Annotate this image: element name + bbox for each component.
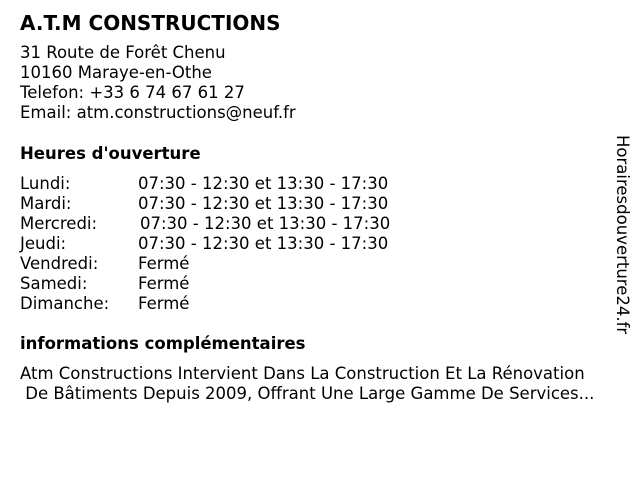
address-street: 31 Route de Forêt Chenu <box>20 43 226 62</box>
address-block <box>20 43 296 123</box>
additional-info-title: informations complémentaires <box>20 334 306 353</box>
description-line: Atm Constructions Intervient Dans La Construction Et La Rénovation <box>20 364 585 383</box>
address-city: 10160 Maraye-en-Othe <box>20 63 212 82</box>
hours-day: Jeudi: <box>20 234 67 253</box>
hours-day: Lundi: <box>20 174 71 193</box>
hours-time: Fermé <box>138 274 190 293</box>
hours-time: Fermé <box>138 294 190 313</box>
hours-time: Fermé <box>138 254 190 273</box>
hours-day: Vendredi: <box>20 254 99 273</box>
hours-day: Mercredi: <box>20 214 98 233</box>
hours-time: 07:30 - 12:30 et 13:30 - 17:30 <box>140 214 391 233</box>
company-name: A.T.M CONSTRUCTIONS <box>20 11 281 35</box>
hours-day: Dimanche: <box>20 294 110 313</box>
site-watermark: Horairesdouverture24.fr <box>613 135 632 335</box>
hours-time: 07:30 - 12:30 et 13:30 - 17:30 <box>138 194 389 213</box>
description-line: De Bâtiments Depuis 2009, Offrant Une Large Gamme De Services... <box>20 384 595 403</box>
opening-hours-title: Heures d'ouverture <box>20 144 201 163</box>
email-address: Email: atm.constructions@neuf.fr <box>20 103 296 122</box>
hours-time: 07:30 - 12:30 et 13:30 - 17:30 <box>138 174 389 193</box>
phone-number: Telefon: +33 6 74 67 61 27 <box>20 83 245 102</box>
hours-time: 07:30 - 12:30 et 13:30 - 17:30 <box>138 234 389 253</box>
hours-day: Samedi: <box>20 274 88 293</box>
hours-day: Mardi: <box>20 194 72 213</box>
company-description <box>20 364 625 404</box>
